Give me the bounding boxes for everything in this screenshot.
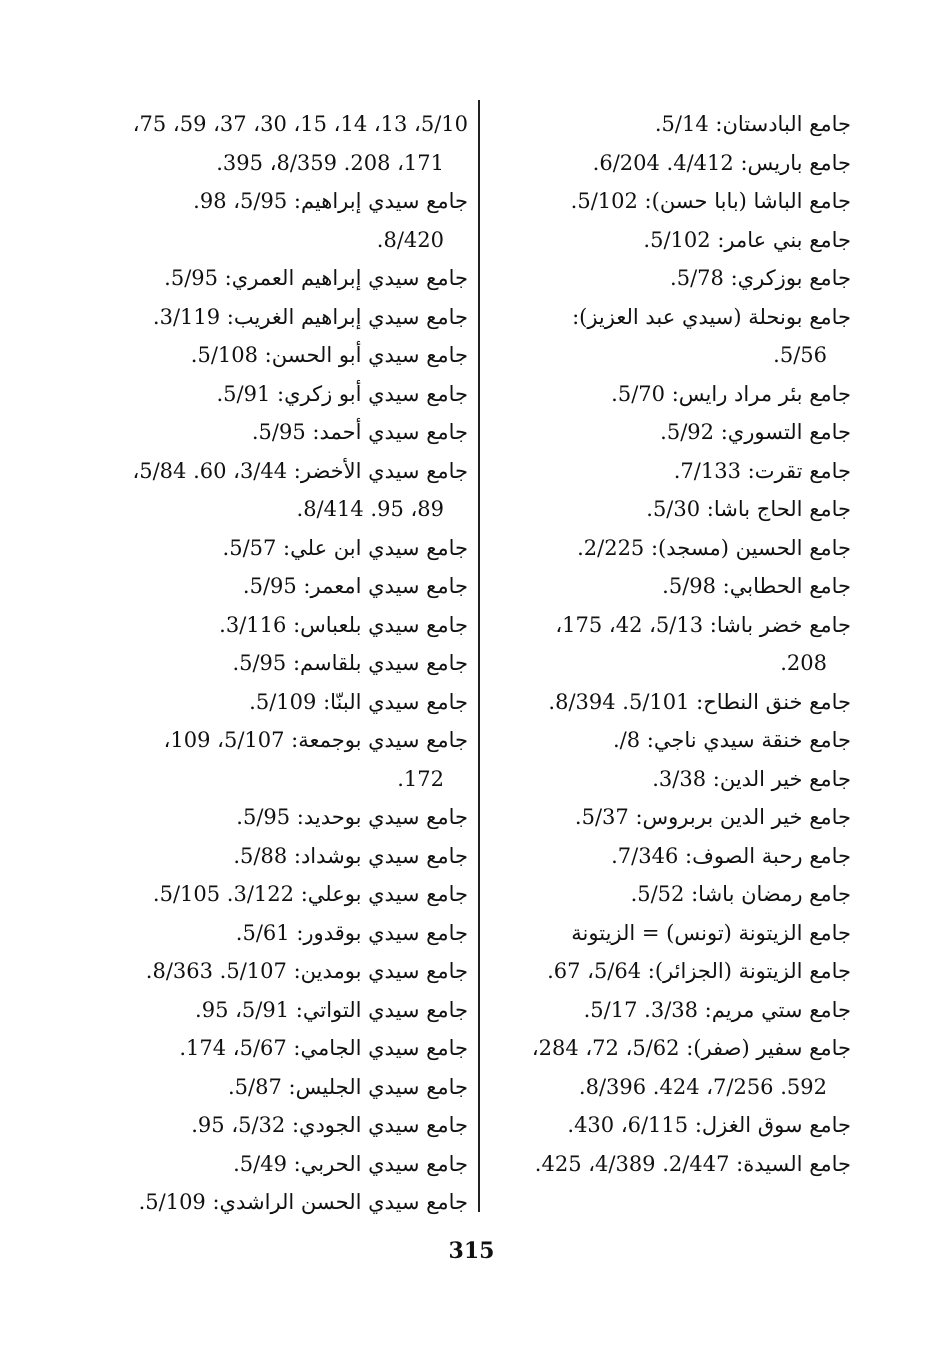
index-entry (100, 1145, 468, 1184)
entry-line: جامع الزيتونة (الجزائر): 5/64، 67. (547, 959, 851, 983)
index-entry (100, 298, 468, 337)
index-entry (100, 606, 468, 645)
index-entry (489, 567, 851, 606)
entry-line: جامع الحطابي: 5/98. (662, 574, 851, 598)
entry-line: جامع سيدي الأخضر: 3/44، 60. 5/84، (132, 458, 468, 483)
entry-line: جامع سيدي بوشداد: 5/88. (233, 843, 468, 868)
entry-line: جامع سيدي إبراهيم: 5/95، 98. (193, 189, 468, 213)
index-entry (489, 1145, 851, 1184)
index-entry (100, 452, 468, 529)
entry-line: جامع سيدي إبراهيم العمري: 5/95. (164, 266, 468, 290)
entry-line: جامع سيدي بوعلي: 3/122. 5/105. (152, 882, 468, 906)
entry-line: جامع سوق الغزل: 6/115، 430. (567, 1113, 851, 1137)
index-entry (100, 1183, 468, 1222)
index-entry (100, 105, 468, 182)
entry-line: جامع بني عامر: 5/102. (643, 227, 851, 252)
entry-line: جامع سيدي الجامي: 5/67، 174. (179, 1036, 468, 1060)
index-entry (489, 413, 851, 452)
index-column-left (100, 105, 468, 1222)
entry-line: جامع سيدي بوجمعة: 5/107، 109، (163, 728, 468, 752)
index-entry (489, 375, 851, 414)
index-entry (489, 952, 851, 991)
entry-line: جامع سيدي أبو زكري: 5/91. (216, 381, 468, 406)
entry-line: جامع بئر مراد رايس: 5/70. (611, 381, 851, 406)
index-entry (100, 914, 468, 953)
entry-line: جامع سيدي بوحديد: 5/95. (236, 805, 468, 829)
index-entry (489, 875, 851, 914)
entry-line: جامع سيدي امعمر: 5/95. (242, 574, 468, 598)
entry-line: 5/10، 13، 14، 15، 30، 37، 59، 75، (132, 112, 468, 136)
entry-line: جامع خنق النطاح: 5/101. 8/394. (548, 689, 851, 714)
index-entry (489, 798, 851, 837)
index-entry (489, 760, 851, 799)
page-number: 315 (448, 1238, 495, 1264)
index-entry (100, 721, 468, 798)
entry-line: جامع الزيتونة (تونس) = الزيتونة (571, 920, 851, 945)
index-entry (489, 991, 851, 1030)
entry-line: جامع سيدي ابن علي: 5/57. (222, 535, 468, 560)
entry-line: جامع التسوري: 5/92. (660, 420, 851, 444)
entry-line: جامع تقرت: 7/133. (673, 458, 851, 483)
index-entry (100, 837, 468, 876)
column-divider (478, 100, 480, 1212)
index-entry (100, 875, 468, 914)
entry-line: جامع سيدي بلعباس: 3/116. (219, 612, 468, 637)
index-entry (100, 1106, 468, 1145)
entry-line: جامع سيدي الجليس: 5/87. (227, 1074, 468, 1099)
index-entry (100, 259, 468, 298)
entry-line: جامع خير الدين بربروس: 5/37. (574, 805, 851, 829)
entry-line: جامع السيدة: 2/447. 4/389، 425. (534, 1151, 851, 1176)
entry-line: جامع سيدي الجودي: 5/32، 95. (191, 1113, 468, 1137)
index-entry (100, 991, 468, 1030)
index-entry (489, 298, 851, 375)
index-entry (100, 1068, 468, 1107)
entry-line: جامع سيدي إبراهيم الغريب: 3/119. (152, 304, 468, 329)
index-entry (489, 683, 851, 722)
index-entry (100, 683, 468, 722)
entry-line: جامع سيدي بلقاسم: 5/95. (232, 651, 468, 675)
index-entry (489, 221, 851, 260)
entry-line: جامع سيدي الحسن الراشدي: 5/109. (138, 1190, 468, 1214)
index-entry (489, 721, 851, 760)
index-entry (489, 837, 851, 876)
index-entry (100, 644, 468, 683)
entry-line: جامع الحسين (مسجد): 2/225. (577, 535, 851, 560)
entry-line: جامع سيدي التواتي: 5/91، 95. (195, 997, 468, 1022)
entry-line: جامع الحاج باشا: 5/30. (646, 497, 851, 521)
entry-line: جامع خير الدين: 3/38. (652, 766, 851, 791)
entry-continuation-line: 208. (780, 651, 827, 675)
index-entry (100, 798, 468, 837)
index-entry (489, 259, 851, 298)
entry-line: جامع سيدي الحربي: 5/49. (233, 1151, 468, 1176)
entry-line: جامع رحبة الصوف: 7/346. (611, 843, 851, 868)
entry-continuation-line: 592. 7/256، 424. 8/396. (578, 1074, 827, 1099)
index-entry (489, 1106, 851, 1145)
entry-line: جامع سفير (صفر): 5/62، 72، 284، (531, 1036, 851, 1060)
index-entry (100, 413, 468, 452)
index-entry (100, 952, 468, 991)
index-entry (489, 490, 851, 529)
index-entry (100, 375, 468, 414)
entry-line: جامع خضر باشا: 5/13، 42، 175، (555, 612, 851, 637)
entry-continuation-line: 89، 95. 8/414. (296, 497, 444, 521)
index-entry (100, 1029, 468, 1068)
index-entry (100, 182, 468, 259)
entry-line: جامع سيدي بومدين: 5/107. 8/363. (145, 959, 468, 983)
entry-line: جامع سيدي أبو الحسن: 5/108. (190, 343, 468, 367)
index-entry (489, 606, 851, 683)
index-entry (489, 144, 851, 183)
entry-line: جامع باريس: 4/412. 6/204. (592, 150, 851, 175)
index-entry (489, 529, 851, 568)
entry-continuation-line: 5/56. (773, 343, 827, 367)
entry-line: جامع البادستان: 5/14. (654, 112, 851, 136)
entry-line: جامع سيدي بوقدور: 5/61. (235, 920, 468, 945)
entry-line: جامع الباشا (بابا حسن): 5/102. (570, 189, 851, 213)
entry-line: جامع بوزكري: 5/78. (670, 266, 851, 290)
entry-line: جامع خنقة سيدي ناجي: 8/. (612, 728, 851, 752)
index-entry (100, 567, 468, 606)
index-entry (100, 529, 468, 568)
index-entry (489, 452, 851, 491)
index-entry (100, 336, 468, 375)
entry-line: جامع رمضان باشا: 5/52. (630, 882, 851, 906)
entry-line: جامع سيدي أحمد: 5/95. (251, 420, 468, 444)
index-entry (489, 914, 851, 953)
entry-line: جامع ستي مريم: 3/38. 5/17. (583, 997, 851, 1022)
index-column-right (489, 105, 851, 1183)
index-entry (489, 1029, 851, 1106)
index-entry (489, 182, 851, 221)
entry-continuation-line: 172. (397, 766, 444, 791)
entry-continuation-line: 8/420. (376, 227, 444, 252)
entry-line: جامع سيدي البنّا: 5/109. (249, 689, 468, 714)
index-entry (489, 105, 851, 144)
entry-line: جامع بونحلة (سيدي عبد العزيز): (572, 304, 851, 329)
entry-continuation-line: 171، 208. 8/359، 395. (216, 150, 444, 175)
